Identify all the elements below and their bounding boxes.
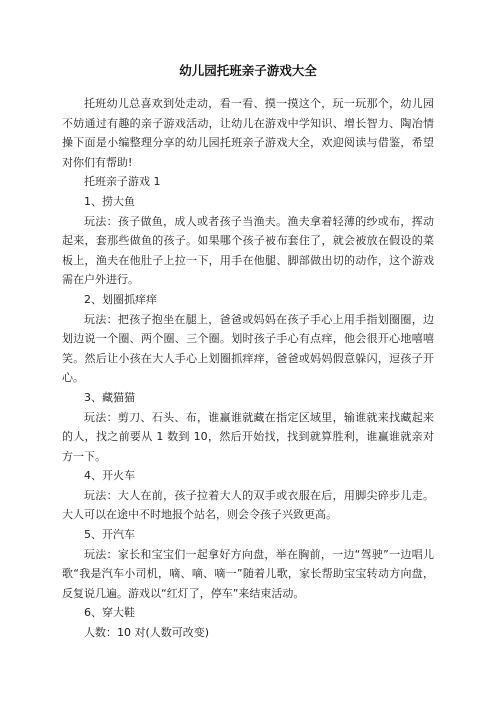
game-6-heading: 6、穿大鞋 [84,606,135,620]
game-3-heading: 3、藏猫猫 [84,390,135,404]
game-2-heading: 2、划圈抓痒痒 [84,292,157,306]
game-6-body: 人数：10 对(人数可改变) [84,626,210,640]
game-4-body: 玩法：大人在前，孩子拉着大人的双手或衣服在后，用脚尖碎步儿走。大人可以在途中不时地报个站名，则会令孩子兴致更高。 [62,488,434,522]
game-5-heading: 5、开汽车 [84,528,135,542]
game-4-heading: 4、开火车 [84,469,135,483]
game-1-body: 玩法：孩子做鱼，成人或者孩子当渔夫。渔夫拿着轻薄的纱或布，挥动起来，套那些做鱼的孩子。如果哪个孩子被布套住了，就会被放在假设的菜板上，渔夫在他肚子上拉一下，用手在他腿、脚部做出切的动作，这个游戏需在户外进行。 [62,214,434,287]
game-3-body: 玩法：剪刀、石头、布，谁赢谁就藏在指定区域里，输谁就来找藏起来的人，找之前要从 1 数到 10，然后开始找，找到就算胜利，谁赢谁就亲对方一下。 [62,410,434,463]
game-2-body: 玩法：把孩子抱坐在腿上，爸爸或妈妈在孩子手心上用手指划圈圈，边划边说一个圈、两个圈、三个圈。划时孩子手心有点痒，他会很开心地嘻嘻笑。然后让小孩在大人手心上划圈抓痒痒，爸爸或妈妈假意躲闪，逗孩子开心。 [62,312,434,385]
intro-paragraph: 托班幼儿总喜欢到处走动，看一看、摸一摸这个，玩一玩那个，幼儿园不妨通过有趣的亲子游戏活动，让幼儿在游戏中学知识、增长智力、陶冶情操下面是小编整理分享的幼儿园托班亲子游戏大全，欢迎阅读与借鉴，希望对你们有帮助! [62,97,434,169]
document-title: 幼儿园托班亲子游戏大全 [179,63,317,78]
game-5-body: 玩法：家长和宝宝们一起拿好方向盘，举在胸前，一边“驾驶”一边唱儿歌“我是汽车小司机，嘀、嘀、嘀一”随着儿歌，家长帮助宝宝转动方向盘，反复说几遍。游戏以“红灯了，停车”来结束活动。 [62,547,434,600]
section-heading: 托班亲子游戏 1 [84,175,161,189]
game-1-heading: 1、捞大鱼 [84,194,135,208]
